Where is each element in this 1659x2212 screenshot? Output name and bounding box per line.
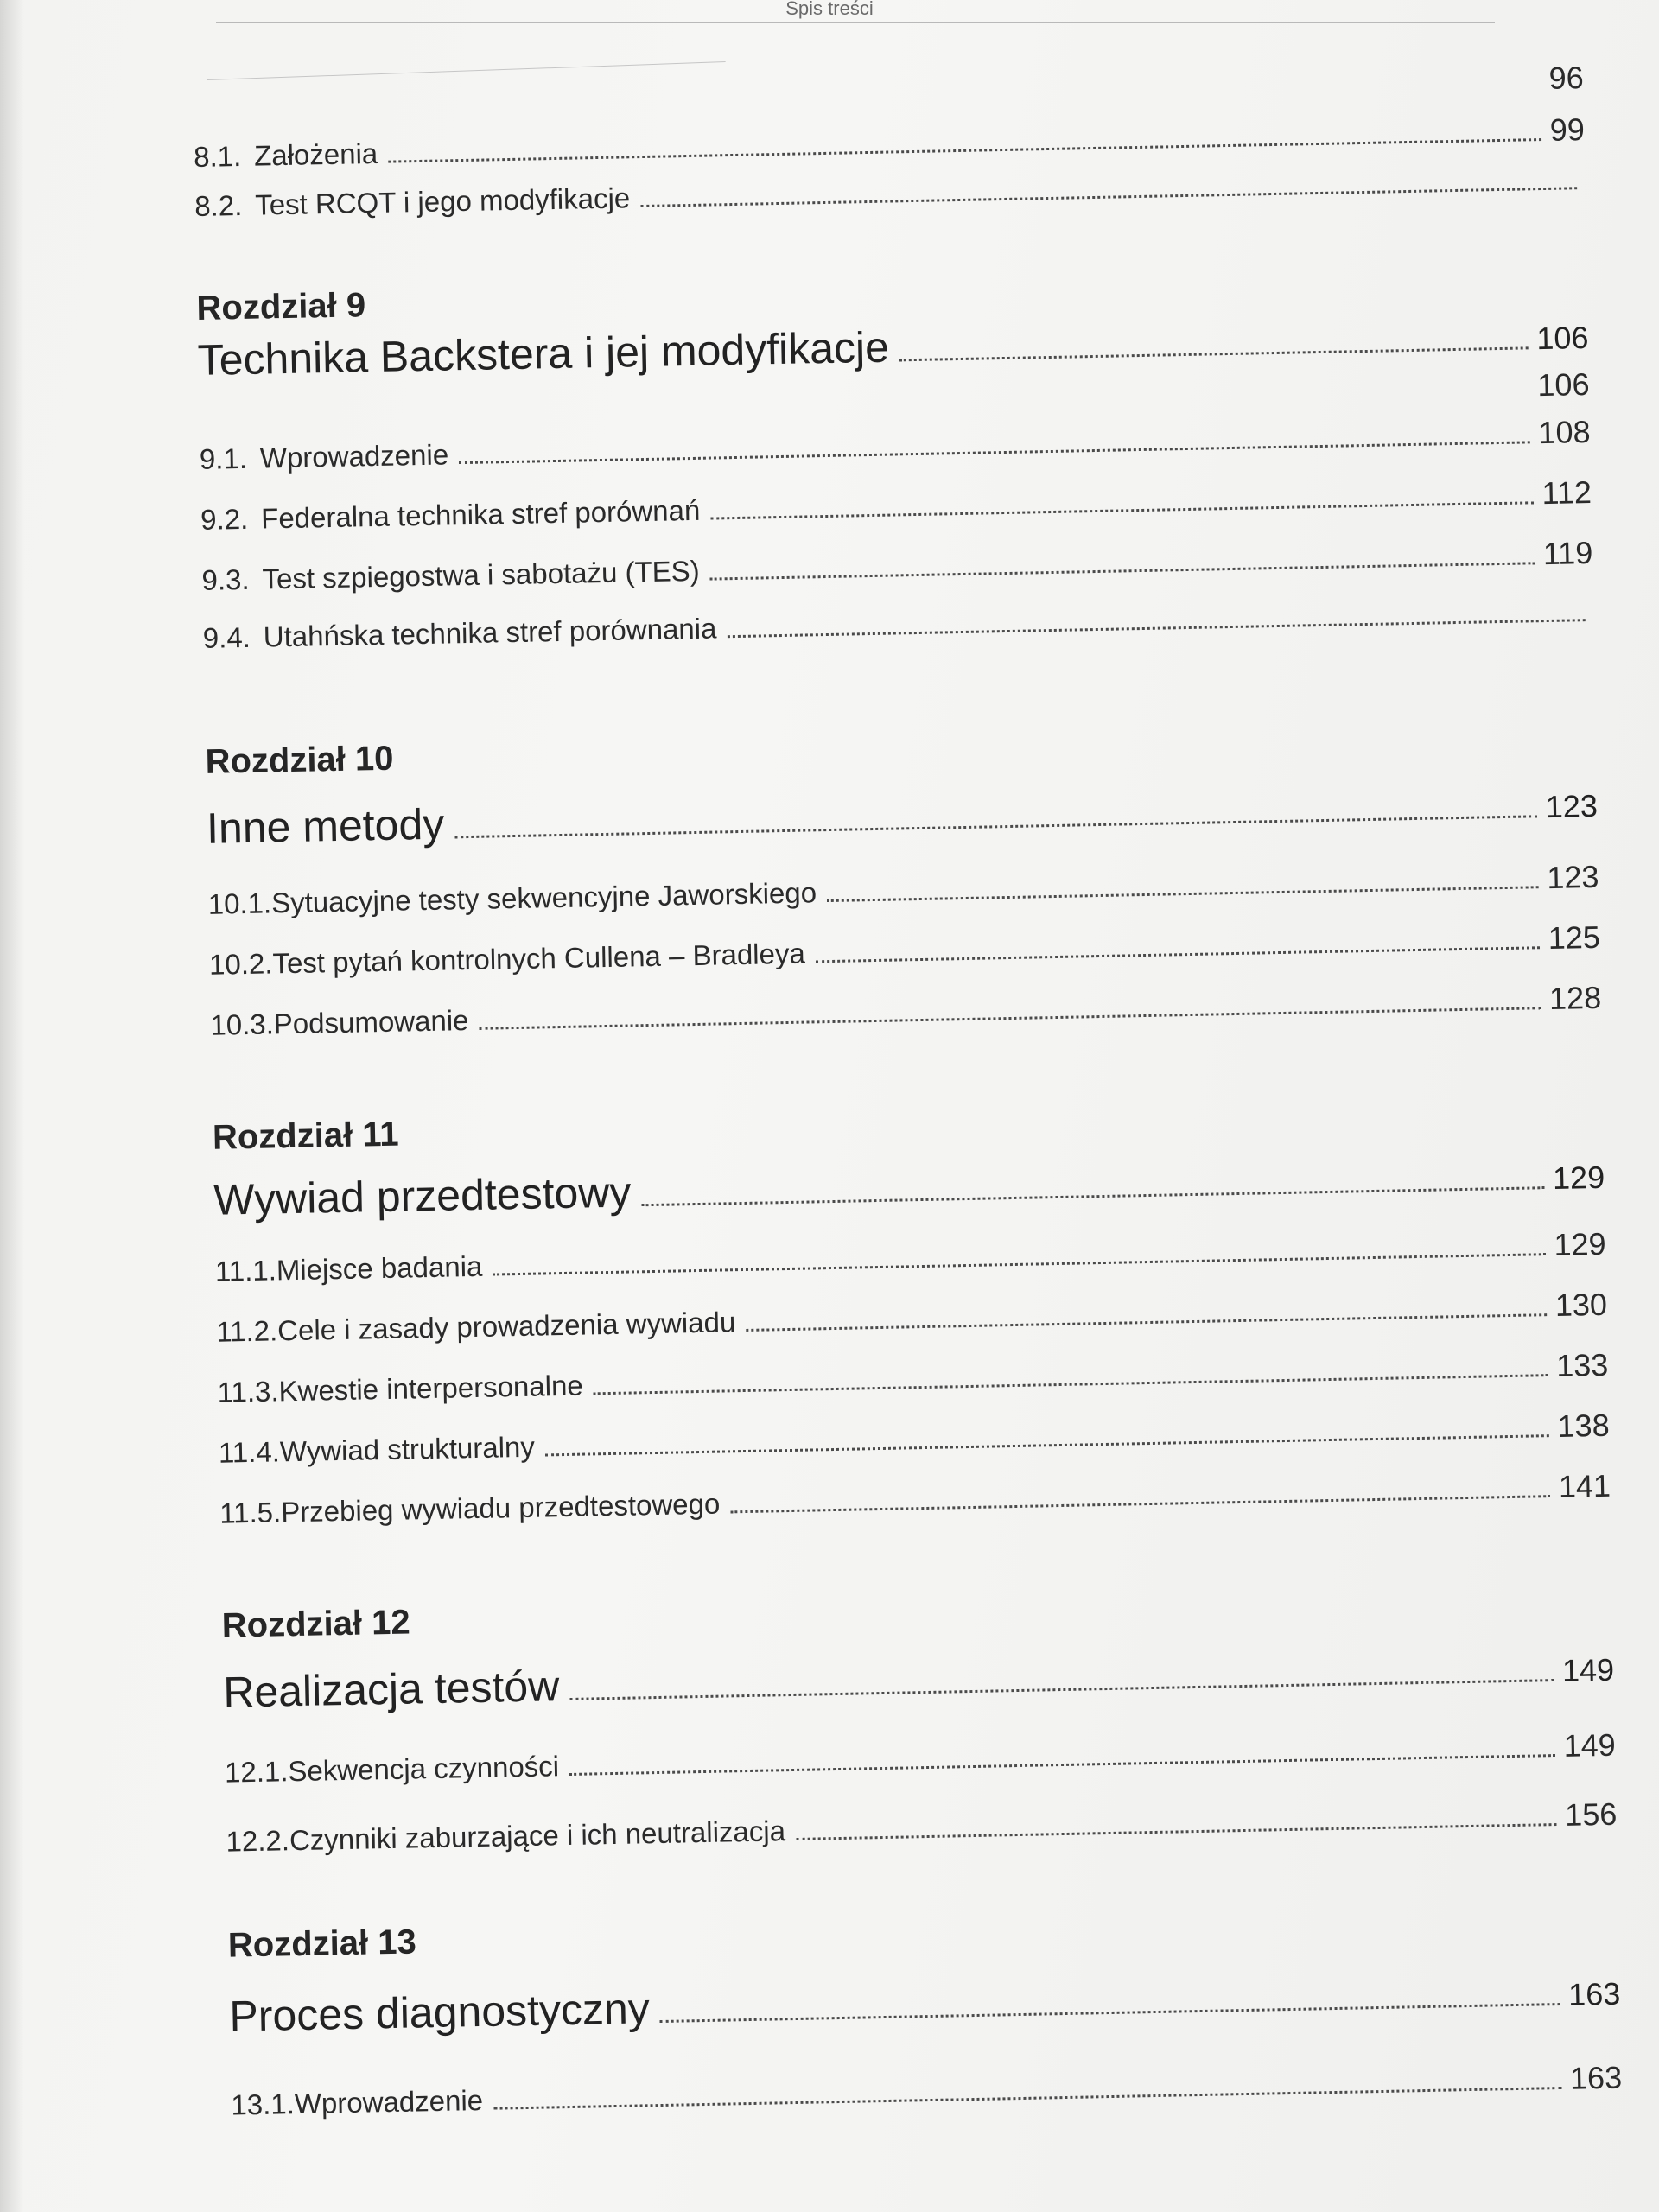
section-title: Utahńska technika stref porównania — [263, 612, 717, 653]
section-title: Wprowadzenie — [259, 438, 449, 474]
page-number: 123 — [1546, 858, 1599, 896]
section-number: 11.5. — [219, 1496, 282, 1529]
page-number: 128 — [1548, 979, 1602, 1017]
page-number: 106 — [1535, 320, 1589, 357]
section-title: Wywiad strukturalny — [279, 1430, 536, 1468]
toc-entry-10-2 — [209, 919, 1601, 982]
dot-leader — [816, 945, 1540, 963]
dot-leader — [827, 885, 1538, 902]
header-rule — [216, 22, 1495, 23]
chapter-label: Rozdział 10 — [205, 739, 394, 781]
dot-leader — [796, 1822, 1556, 1840]
chapter-title: Inne metody — [206, 799, 445, 853]
dot-leader — [642, 1185, 1545, 1206]
toc-entry-11-2 — [216, 1287, 1608, 1350]
toc-entry-9-2 — [200, 474, 1592, 537]
page-number: 156 — [1564, 1796, 1618, 1833]
section-number: 9.1. — [199, 442, 248, 475]
section-number: 9.3. — [201, 563, 250, 596]
dot-leader — [728, 618, 1586, 638]
section-number: 11.3. — [217, 1375, 279, 1408]
page-number: 112 — [1541, 474, 1592, 512]
toc-entry-12-1 — [225, 1727, 1617, 1790]
toc-entry-12-2 — [226, 1796, 1618, 1859]
section-number: 10.3. — [210, 1007, 275, 1041]
running-header-title: Spis treści — [785, 0, 874, 19]
toc-entry-10-3 — [210, 980, 1602, 1043]
dot-leader — [746, 1313, 1547, 1332]
section-number: 11.1. — [214, 1254, 277, 1287]
chapter-title-row — [223, 1641, 1615, 1718]
page-number: 149 — [1563, 1726, 1617, 1764]
section-title: Test szpiegostwa i sabotażu (TES) — [262, 554, 701, 595]
dot-leader — [545, 1433, 1549, 1456]
dot-leader — [899, 346, 1529, 361]
toc-entry-13-1 — [231, 2060, 1623, 2123]
chapter-label: Rozdział 9 — [196, 286, 366, 327]
section-title: Kwestie interpersonalne — [278, 1369, 584, 1408]
section-title: Założenia — [253, 137, 378, 172]
section-title: Podsumowanie — [273, 1004, 469, 1040]
page-number: 119 — [1542, 534, 1593, 572]
chapter-title-row — [207, 777, 1599, 854]
dot-leader — [570, 1678, 1554, 1700]
dot-leader — [594, 1373, 1548, 1395]
chapter-label: Rozdział 11 — [212, 1115, 399, 1157]
toc-entry-10-1 — [207, 859, 1599, 922]
table-of-contents — [192, 34, 1623, 2121]
section-title: Miejsce badania — [276, 1249, 483, 1287]
chapter-label: Rozdział 12 — [221, 1603, 411, 1645]
dot-leader — [569, 1753, 1555, 1776]
page-number: 138 — [1557, 1407, 1611, 1444]
page-number: 163 — [1569, 2059, 1623, 2096]
section-title: Sekwencja czynności — [288, 1750, 560, 1788]
section-title: Przebieg wywiadu przedtestowego — [280, 1487, 721, 1529]
page-number: 129 — [1552, 1159, 1605, 1196]
page-number: 106 — [1537, 366, 1590, 404]
dot-leader — [388, 137, 1541, 163]
section-title: Czynniki zaburzające i ich neutralizacja — [289, 1815, 786, 1857]
dot-leader — [493, 1252, 1545, 1275]
chapter-title: Wywiad przedtestowy — [213, 1167, 632, 1224]
dot-leader — [660, 2002, 1560, 2023]
section-number: 8.2. — [194, 188, 243, 222]
dot-leader — [710, 561, 1535, 580]
toc-entry-11-4 — [219, 1408, 1611, 1471]
toc-entry-8-2 — [194, 163, 1586, 223]
toc-entry-page-only — [193, 60, 1585, 123]
toc-entry-9-4 — [202, 595, 1593, 655]
chapter-title-row — [213, 1148, 1605, 1225]
section-number: 8.1. — [193, 139, 242, 173]
page-number: 163 — [1567, 1975, 1621, 2012]
page-number: 125 — [1548, 918, 1601, 957]
page-number: 133 — [1555, 1346, 1609, 1383]
dot-leader — [640, 186, 1577, 207]
dot-leader — [493, 2086, 1561, 2110]
page-number: 130 — [1554, 1286, 1608, 1323]
page-number: 96 — [1548, 60, 1585, 96]
dot-leader — [459, 440, 1529, 464]
page-number: 141 — [1558, 1467, 1611, 1504]
section-number: 11.4. — [218, 1435, 281, 1469]
section-title: Wprowadzenie — [294, 2083, 484, 2120]
toc-entry-11-3 — [217, 1347, 1609, 1410]
section-number: 9.2. — [200, 502, 249, 536]
section-number: 12.2. — [226, 1824, 290, 1858]
page-number: 149 — [1561, 1651, 1615, 1688]
page-number: 99 — [1549, 111, 1586, 148]
chapter-title: Technika Backstera i jej modyfikacje — [197, 322, 890, 385]
section-number: 12.1. — [224, 1755, 289, 1789]
toc-entry-11-1 — [214, 1226, 1606, 1289]
section-number: 13.1. — [231, 2088, 296, 2121]
section-title: Test pytań kontrolnych Cullena – Bradleya — [272, 937, 806, 980]
section-title: Test RCQT i jego modyfikacje — [254, 181, 631, 221]
page-number: 108 — [1538, 414, 1591, 451]
section-number: 10.1. — [207, 887, 272, 920]
dot-leader — [710, 500, 1533, 519]
chapter-title: Realizacja testów — [222, 1662, 560, 1717]
page-number: 123 — [1545, 787, 1599, 825]
toc-entry-9-3 — [201, 535, 1593, 598]
page-number: 129 — [1554, 1225, 1606, 1262]
dot-leader — [730, 1494, 1550, 1513]
page-binding-shadow — [0, 0, 24, 2212]
section-title: Sytuacyjne testy sekwencyjne Jaworskiego — [270, 876, 817, 919]
chapter-title-row — [229, 1965, 1621, 2042]
section-number: 11.2. — [215, 1314, 278, 1348]
chapter-label: Rozdział 13 — [227, 1923, 417, 1965]
dot-leader — [454, 814, 1537, 838]
toc-entry-8-1 — [194, 111, 1586, 175]
section-title: Federalna technika stref porównań — [260, 493, 701, 535]
toc-entry-11-5 — [219, 1468, 1611, 1531]
section-number: 9.4. — [202, 620, 251, 654]
section-number: 10.2. — [208, 947, 273, 981]
section-title: Cele i zasady prowadzenia wywiadu — [276, 1306, 736, 1347]
dot-leader — [480, 1006, 1541, 1030]
chapter-title: Proces diagnostyczny — [228, 1984, 651, 2041]
